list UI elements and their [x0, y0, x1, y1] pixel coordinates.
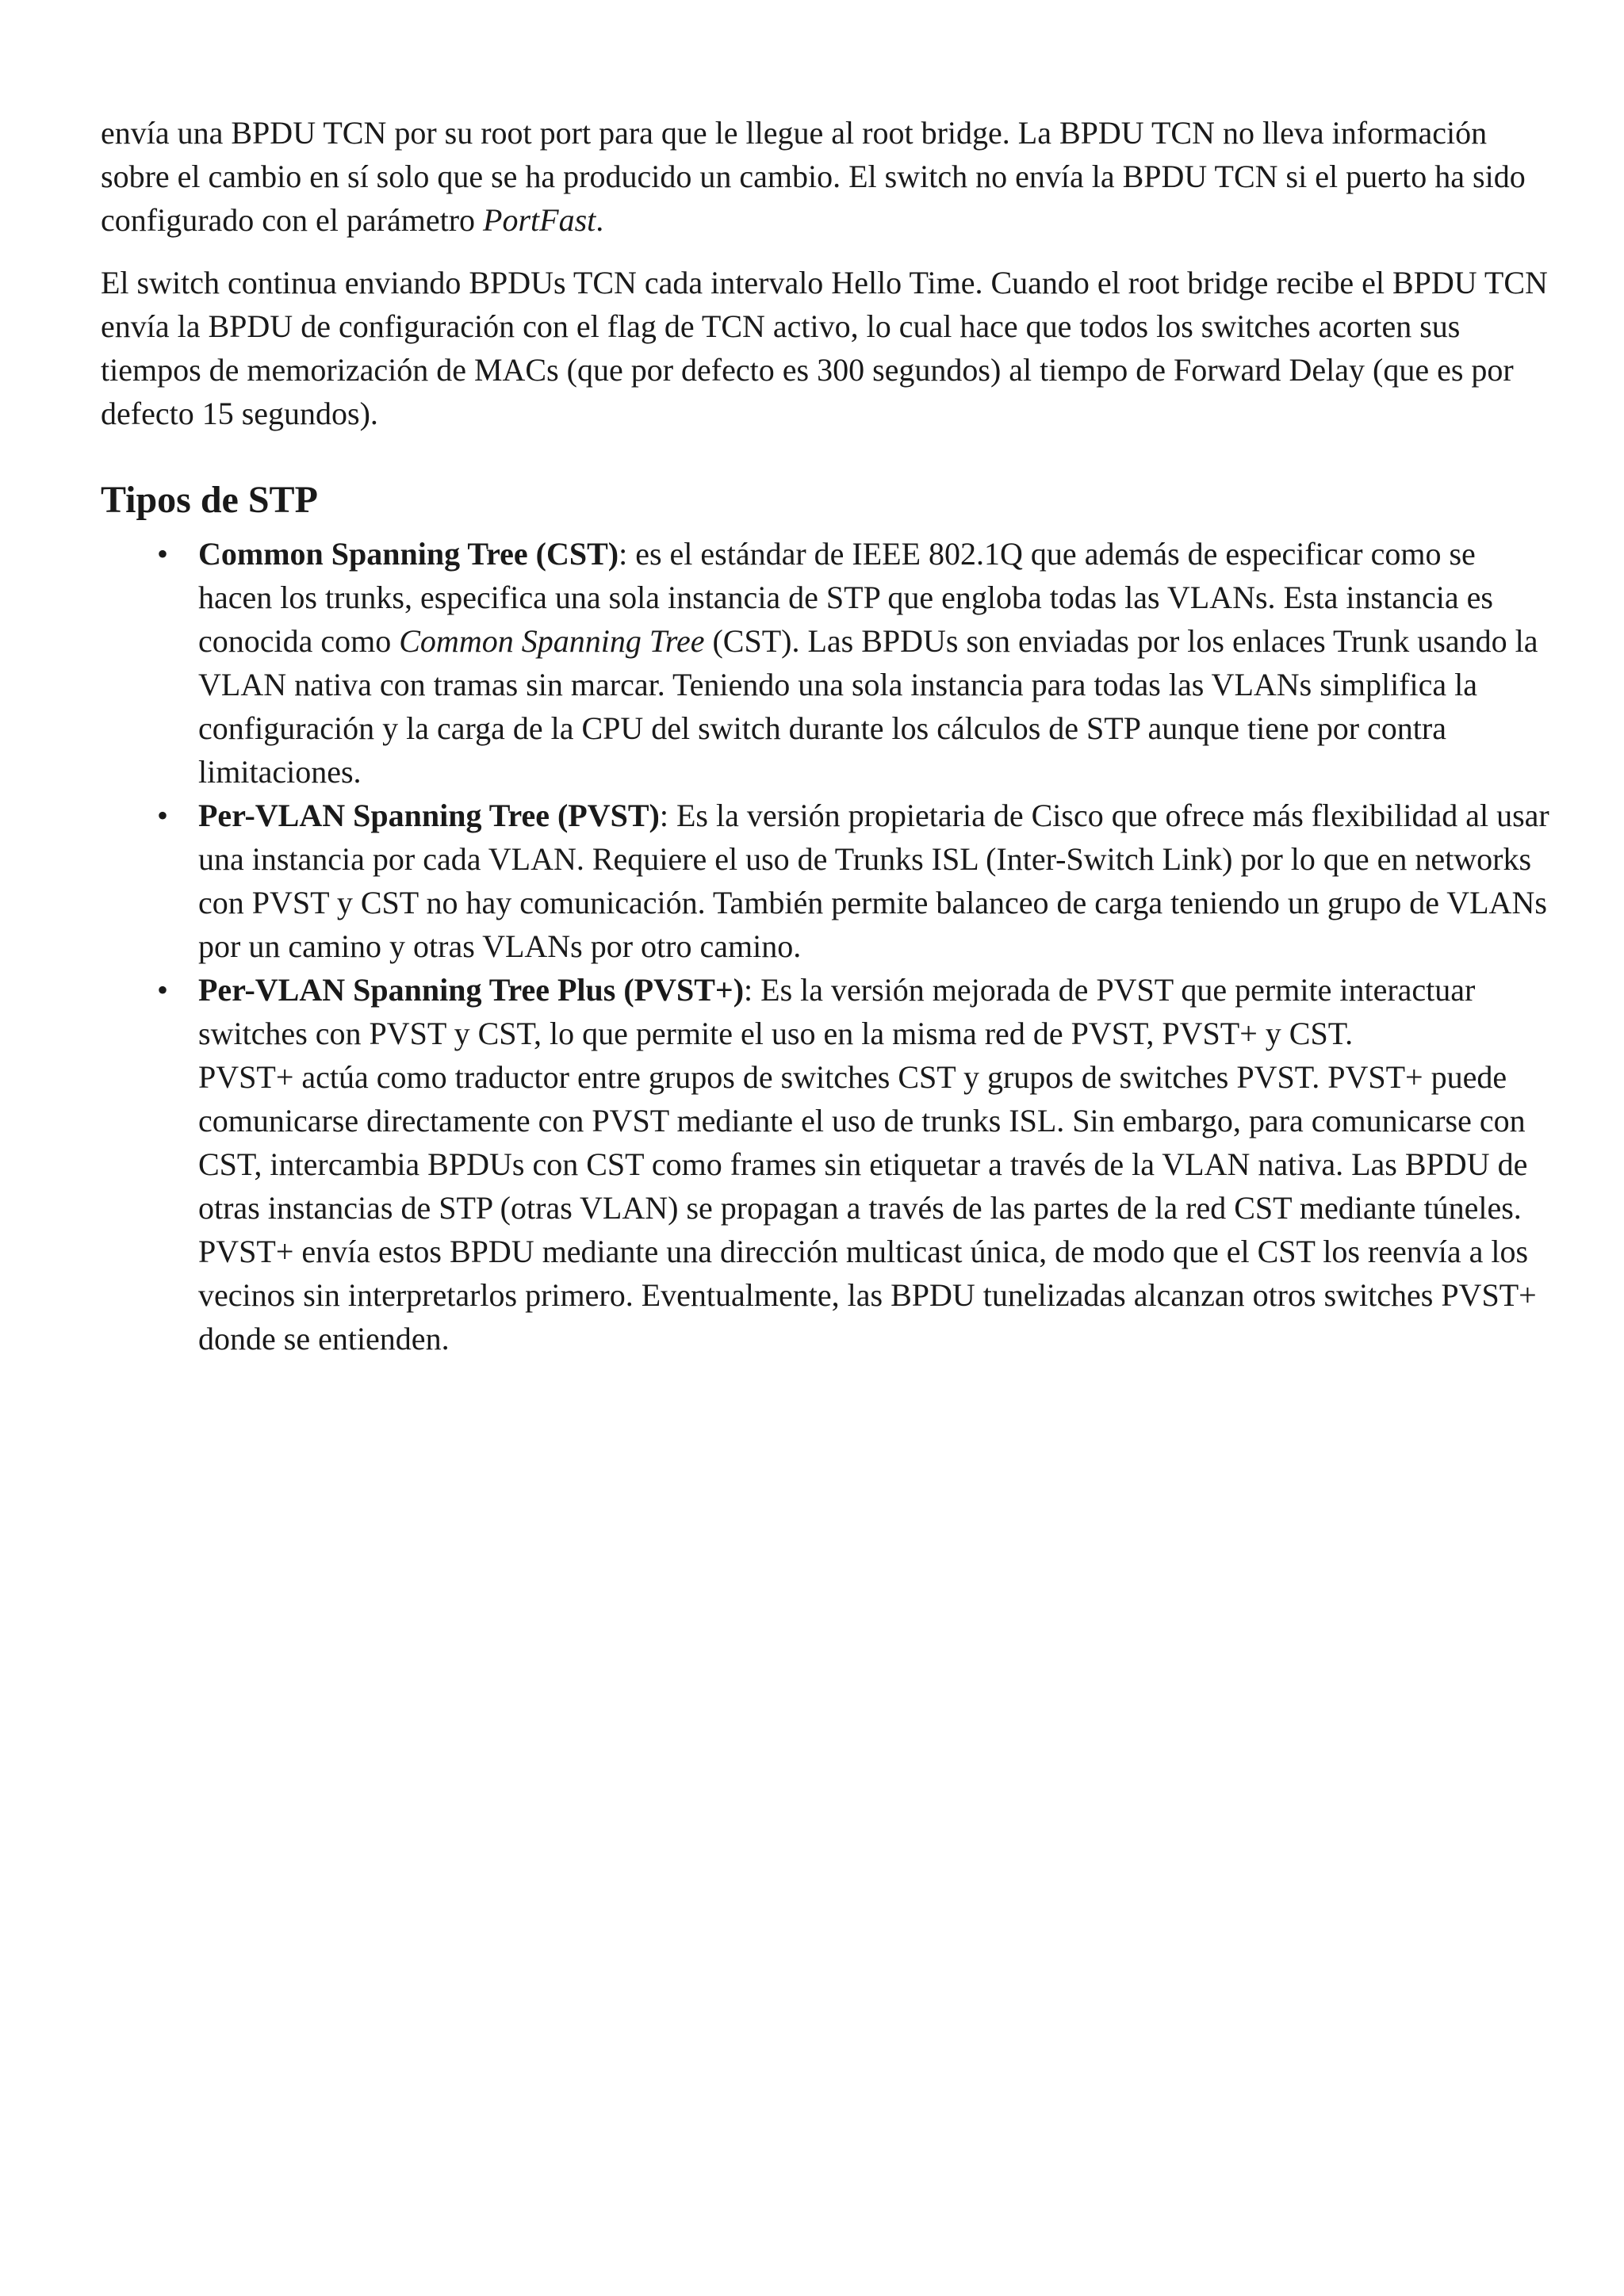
- desc-cst-a: : es el estándar de IEEE 802.1Q que además de especificar como se hacen los trunks, especifica una sola instancia de STP que engloba todas las VLANs. Esta instancia es conocida como: [198, 536, 1493, 659]
- section-heading: Tipos de STP: [101, 479, 318, 521]
- list-item-pvst: [157, 794, 1552, 968]
- portfast-term: PortFast: [483, 202, 596, 238]
- list-item-cst: [157, 532, 1552, 794]
- term-cst: Common Spanning Tree (CST): [198, 536, 619, 572]
- desc-pvst: : Es la versión propietaria de Cisco que ofrece más flexibilidad al usar una instancia por cada VLAN. Requiere el uso de Trunks ISL (Inter-Switch Link) por lo que en networks con PVST y CST no hay comunicación. También permite balanceo de carga teniendo un grupo de VLANs por un camino y otras VLANs por otro camino.: [198, 798, 1549, 964]
- bullet-icon: •: [157, 536, 169, 572]
- desc-cst-em: Common Spanning Tree: [399, 623, 705, 659]
- paragraph-tcn-text: envía una BPDU TCN por su root port para que le llegue al root bridge. La BPDU TCN no lleva información sobre el cambio en sí solo que se ha producido un cambio. El switch no envía la BPDU TCN si el puerto ha sido configurado con el parámetro: [101, 115, 1526, 238]
- paragraph-tcn: [101, 111, 1552, 242]
- stp-types-list: [101, 532, 1552, 1360]
- bullet-icon: •: [157, 972, 169, 1008]
- desc-pvst-plus-a: : Es la versión mejorada de PVST que permite interactuar switches con PVST y CST, lo que permite el uso en la misma red de PVST, PVST+ y CST.: [198, 972, 1476, 1051]
- list-item-pvst-plus: [157, 968, 1552, 1360]
- paragraph-tcn-end: .: [596, 202, 604, 238]
- desc-cst-b: (CST). Las BPDUs son enviadas por los enlaces Trunk usando la VLAN nativa con tramas sin marcar. Teniendo una sola instancia para todas las VLANs simplifica la configuración y la carga de la CPU del switch durante los cálculos de STP aunque tiene por contra limitaciones.: [198, 623, 1538, 790]
- document-page: [101, 111, 1552, 1360]
- term-pvst: Per-VLAN Spanning Tree (PVST): [198, 798, 660, 833]
- desc-pvst-plus-b: PVST+ actúa como traductor entre grupos de switches CST y grupos de switches PVST. PVST+ puede comunicarse directamente con PVST mediante el uso de trunks ISL. Sin embargo, para comunicarse con CST, intercambia BPDUs con CST como frames sin etiquetar a través de la VLAN nativa. Las BPDU de otras instancias de STP (otras VLAN) se propagan a través de las partes de la red CST mediante túneles. PVST+ envía estos BPDU mediante una dirección multicast única, de modo que el CST los reenvía a los vecinos sin interpretarlos primero. Eventualmente, las BPDU tunelizadas alcanzan otros switches PVST+ donde se entienden.: [198, 1059, 1537, 1357]
- bullet-icon: •: [157, 798, 169, 833]
- term-pvst-plus: Per-VLAN Spanning Tree Plus (PVST+): [198, 972, 745, 1008]
- paragraph-hello-time: El switch continua enviando BPDUs TCN cada intervalo Hello Time. Cuando el root bridge recibe el BPDU TCN envía la BPDU de configuración con el flag de TCN activo, lo cual hace que todos los switches acorten sus tiempos de memorización de MACs (que por defecto es 300 segundos) al tiempo de Forward Delay (que es por defecto 15 segundos).: [101, 265, 1548, 431]
